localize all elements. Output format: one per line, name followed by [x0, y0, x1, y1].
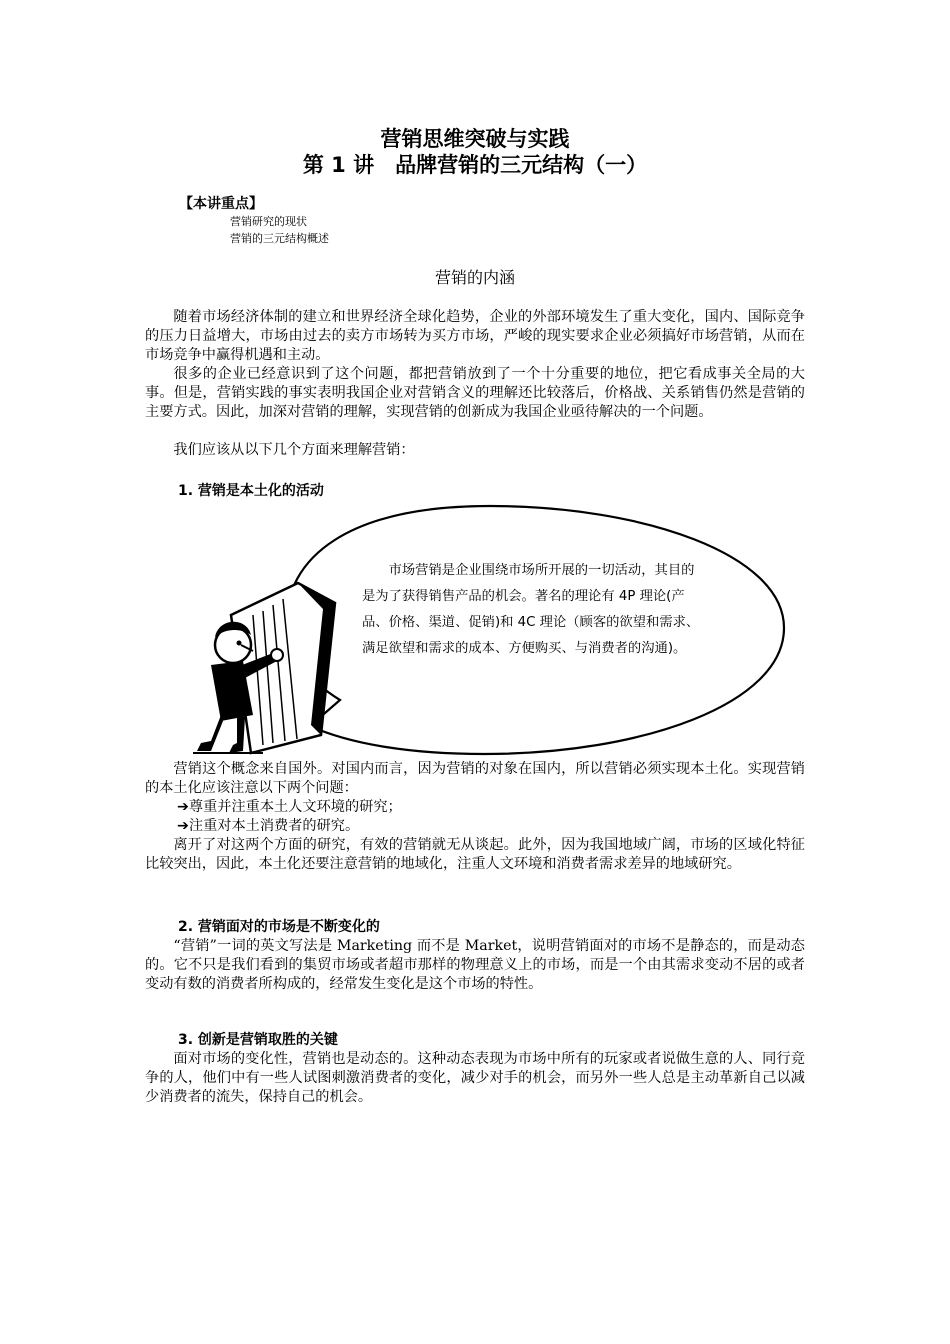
- key-point-item: 营销的三元结构概述: [230, 232, 329, 245]
- document-title: 营销思维突破与实践: [380, 127, 570, 151]
- bubble-text: 市场营销是企业围绕市场所开展的一切活动，其目的是为了获得销售产品的机会。著名的理论有 4P 理论(产品、价格、渠道、促销)和 4C 理论（顾客的欲望和需求、满足欲望和需求的成本、方便购买、与消费者的沟通)。: [362, 563, 700, 656]
- point2-heading: 2. 营销面对的市场是不断变化的: [178, 919, 380, 935]
- cartoon-figure-illustration: [193, 575, 343, 755]
- point2-paragraph: “营销”一词的英文写法是 Marketing 而不是 Market，说明营销面对的市场不是静态的，而是动态的。它不只是我们看到的集贸市场或者超市那样的物理意义上的市场，而是一个由其需求变动不居的或者变动有数的消费者所构成的，经常发生变化是这个市场的特性。: [145, 938, 805, 992]
- intro-paragraph: 很多的企业已经意识到了这个问题，都把营销放到了一个十分重要的地位，把它看成事关全局的大事。但是，营销实践的事实表明我国企业对营销含义的理解还比较落后，价格战、关系销售仍然是营销的主要方式。因此，加深对营销的理解，实现营销的创新成为我国企业亟待解决的一个问题。: [145, 366, 805, 420]
- point1-heading: 1. 营销是本土化的活动: [178, 483, 324, 499]
- section-title: 营销的内涵: [434, 268, 515, 287]
- bullet-item: [177, 798, 402, 817]
- arrow-bullet-icon: ➔: [177, 799, 189, 815]
- key-point-item: 营销研究的现状: [230, 215, 307, 228]
- bullet-text: 注重对本土消费者的研究。: [188, 818, 360, 834]
- point3-paragraph: 面对市场的变化性，营销也是动态的。这种动态表现为市场中所有的玩家或者说做生意的人、同行竞争的人，他们中有一些人试图刺激消费者的变化，减少对手的机会，而另外一些人总是主动革新自己以减少消费者的流失，保持自己的机会。: [145, 1051, 805, 1105]
- bullet-item: [177, 817, 359, 836]
- key-points-heading: 【本讲重点】: [179, 196, 263, 212]
- arrow-bullet-icon: ➔: [177, 818, 189, 834]
- bullet-text: 尊重并注重本土人文环境的研究；: [188, 799, 402, 815]
- intro-paragraph: 我们应该从以下几个方面来理解营销：: [173, 442, 415, 458]
- intro-paragraph: 随着市场经济体制的建立和世界经济全球化趋势，企业的外部环境发生了重大变化，国内、国际竞争的压力日益增大，市场由过去的卖方市场转为买方市场，严峻的现实要求企业必须搞好市场营销，从而在市场竞争中赢得机遇和主动。: [145, 309, 805, 363]
- point1-paragraph: 离开了对这两个方面的研究，有效的营销就无从谈起。此外，因为我国地域广阔，市场的区域化特征比较突出，因此，本土化还要注意营销的地域化，注重人文环境和消费者需求差异的地域研究。: [145, 837, 805, 872]
- point3-heading: 3. 创新是营销取胜的关键: [178, 1032, 338, 1048]
- point1-paragraph: 营销这个概念来自国外。对国内而言，因为营销的对象在国内，所以营销必须实现本土化。实现营销的本土化应该注意以下两个问题：: [145, 761, 805, 796]
- lecture-title: 第 1 讲 品牌营销的三元结构（一）: [302, 153, 648, 177]
